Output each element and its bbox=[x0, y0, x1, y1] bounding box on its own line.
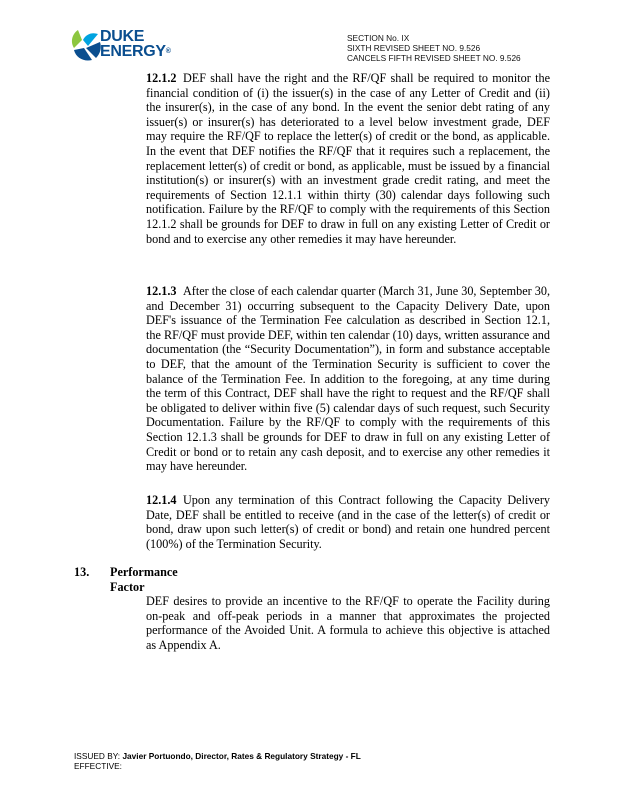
paragraph-text: After the close of each calendar quarter (March 31, June 30, September 30, and December 31) occurring subsequent to the Capacity Delivery Date, upon DEF's issuance of the Termination Fee calculation as described in Section 12.1, the RF/QF must provide DEF, within ten calendar (10) days, written assurance and documentation (the “Security Documentation”), in form and substance acceptable to DEF, that the amount of the Termination Security is sufficient to cover the balance of the Termination Fee. In addition to the foregoing, at any time during the term of this Contract, DEF shall have the right to request and the RF/QF shall be obligated to deliver within five (5) calendar days of such request, such Security Documentation. Failure by the RF/QF to comply with the requirements of this Section 12.1.3 shall be grounds for DEF to draw in full on any existing Letter of Credit or bond or to retain any cash deposit, and to exercise any other remedies it may have hereunder. bbox=[146, 284, 550, 474]
duke-energy-logo bbox=[68, 26, 178, 68]
sheet-label: SIXTH REVISED SHEET NO. 9.526 bbox=[347, 43, 481, 53]
paragraph-12-1-3 bbox=[146, 284, 550, 474]
paragraph-text: Upon any termination of this Contract following the Capacity Delivery Date, DEF shall be entitled to receive (and in the case of the letter(s) of credit or bond, draw upon such letter(s) of credit or bond) and retain one hundred percent (100%) of the Termination Security. bbox=[146, 493, 550, 551]
cancels-label: CANCELS FIFTH REVISED SHEET NO. 9.526 bbox=[347, 53, 521, 63]
paragraph-12-1-4 bbox=[146, 493, 550, 551]
paragraph-number: 12.1.3 bbox=[146, 284, 177, 298]
page-footer bbox=[74, 751, 361, 771]
issued-by-value: Javier Portuondo, Director, Rates & Regulatory Strategy - FL bbox=[122, 751, 361, 761]
effective-label: EFFECTIVE: bbox=[74, 761, 122, 771]
logo-line-1: DUKE bbox=[100, 28, 145, 45]
section-13-title: Performance Factor bbox=[110, 565, 178, 594]
paragraph-12-1-2 bbox=[146, 71, 550, 246]
logo-line-2: ENERGY bbox=[100, 43, 166, 60]
sheet-info bbox=[347, 33, 521, 63]
section-13-number: 13. bbox=[74, 565, 90, 579]
paragraph-text: DEF shall have the right and the RF/QF shall be required to monitor the financial condition of (i) the issuer(s) in the case of any Letter of Credit and (ii) the insurer(s), in the case of any bond. In the event the senior debt rating of any issuer(s) or insurer(s) has deteriorated to a level below investment grade, DEF may require the RF/QF to replace the letter(s) of credit or the bond, as applicable. In the event that DEF notifies the RF/QF that it requires such a replacement, the replacement letter(s) of credit or bond, as applicable, must be issued by a financial institution(s) or insurer(s) with an investment grade credit rating, and meet the requirements of Section 12.1.1 within thirty (30) calendar days following such notification. Failure by the RF/QF to comply with the requirements of this Section 12.1.2 shall be grounds for DEF to draw in full on any existing Letter of Credit or bond and to exercise any other remedies it may have hereunder. bbox=[146, 71, 550, 246]
issued-by-label: ISSUED BY: bbox=[74, 751, 121, 761]
logo-wordmark bbox=[100, 29, 171, 59]
duke-energy-logo-mark-icon bbox=[68, 26, 104, 66]
logo-registered-mark: ® bbox=[165, 48, 171, 55]
paragraph-section-13 bbox=[146, 594, 550, 652]
paragraph-text: DEF desires to provide an incentive to the RF/QF to operate the Facility during on-peak and off-peak periods in a manner that approximates the projected performance of the Avoided Unit. A formula to achieve this objective is attached as Appendix A. bbox=[146, 594, 550, 652]
section-label: SECTION No. IX bbox=[347, 33, 410, 43]
paragraph-number: 12.1.4 bbox=[146, 493, 177, 507]
paragraph-number: 12.1.2 bbox=[146, 71, 177, 85]
